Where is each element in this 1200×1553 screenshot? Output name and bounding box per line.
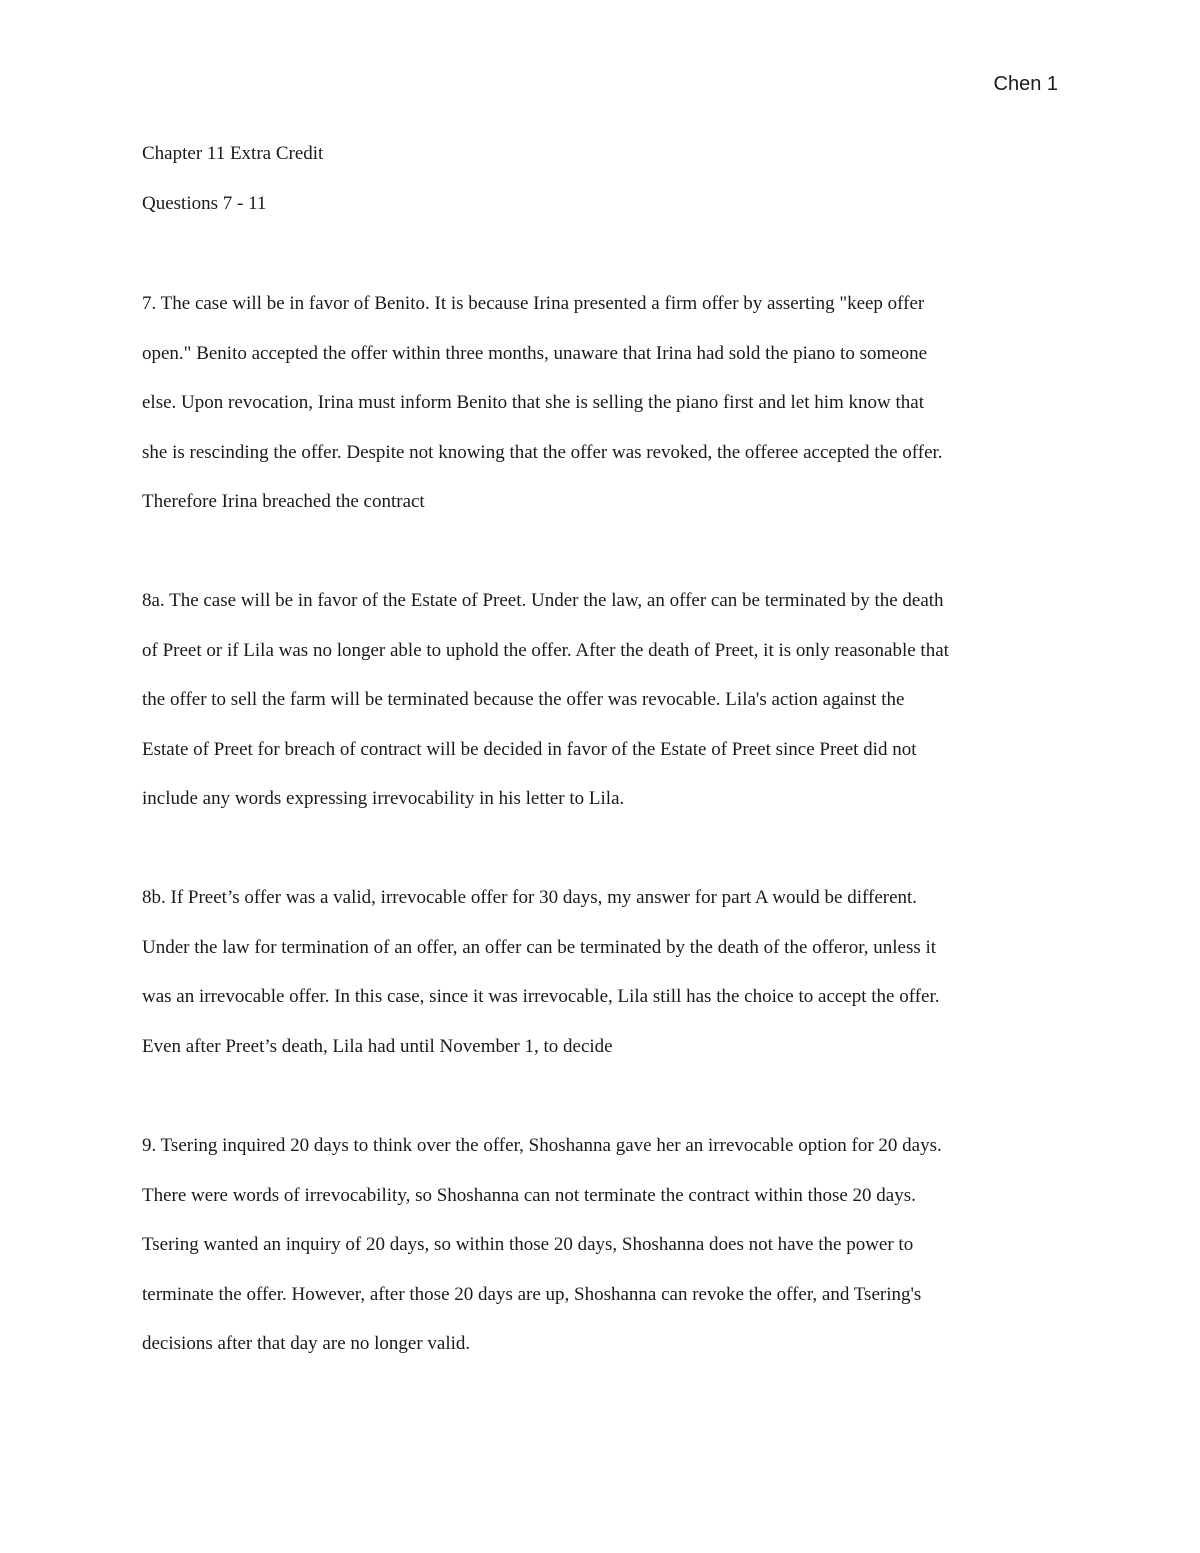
paragraph-line: Tsering wanted an inquiry of 20 days, so within those 20 days, Shoshanna does not have the power to xyxy=(142,1234,914,1255)
paragraph-line: Even after Preet’s death, Lila had until November 1, to decide xyxy=(142,1035,613,1057)
paragraph-line: Therefore Irina breached the contract xyxy=(142,491,425,512)
paragraph-line: open." Benito accepted the offer within three months, unaware that Irina had sold the piano to someone xyxy=(142,342,928,364)
paragraph-line: There were words of irrevocability, so Shoshanna can not terminate the contract within those 20 days. xyxy=(142,1184,916,1206)
paragraph-line: was an irrevocable offer. In this case, since it was irrevocable, Lila still has the choice to accept the offer. xyxy=(142,986,940,1007)
paragraph-line: she is rescinding the offer. Despite not knowing that the offer was revoked, the offeree accepted the offer. xyxy=(142,441,943,463)
document-title: Chapter 11 Extra Credit xyxy=(142,143,324,164)
document-subtitle: Questions 7 - 11 xyxy=(142,193,267,214)
paragraph-line: 8b. If Preet’s offer was a valid, irrevocable offer for 30 days, my answer for part A would be different. xyxy=(142,887,918,908)
answer-paragraph-9 xyxy=(142,1121,1062,1369)
paragraph-line: of Preet or if Lila was no longer able to uphold the offer. After the death of Preet, it is only reasonable that xyxy=(142,639,949,661)
paragraph-line: 9. Tsering inquired 20 days to think over the offer, Shoshanna gave her an irrevocable option for 20 days. xyxy=(142,1135,942,1156)
paragraph-line: else. Upon revocation, Irina must inform Benito that she is selling the piano first and let him know that xyxy=(142,392,925,413)
paragraph-line: the offer to sell the farm will be terminated because the offer was revocable. Lila's action against the xyxy=(142,689,905,710)
answer-paragraph-8b xyxy=(142,873,1062,1071)
page-header-label: Chen 1 xyxy=(993,73,1058,95)
paragraph-line: include any words expressing irrevocability in his letter to Lila. xyxy=(142,788,625,809)
paragraph-line: 7. The case will be in favor of Benito. It is because Irina presented a firm offer by asserting "keep offer xyxy=(142,293,925,314)
answer-paragraph-7 xyxy=(142,279,1062,527)
paragraph-line: decisions after that day are no longer valid. xyxy=(142,1333,471,1354)
paragraph-line: Under the law for termination of an offer, an offer can be terminated by the death of the offeror, unless it xyxy=(142,936,937,958)
paragraph-line: 8a. The case will be in favor of the Estate of Preet. Under the law, an offer can be terminated by the death xyxy=(142,590,944,611)
paragraph-line: terminate the offer. However, after those 20 days are up, Shoshanna can revoke the offer, and Tsering's xyxy=(142,1283,922,1305)
paragraph-line: Estate of Preet for breach of contract will be decided in favor of the Estate of Preet since Preet did not xyxy=(142,738,917,760)
answer-paragraph-8a xyxy=(142,576,1062,824)
